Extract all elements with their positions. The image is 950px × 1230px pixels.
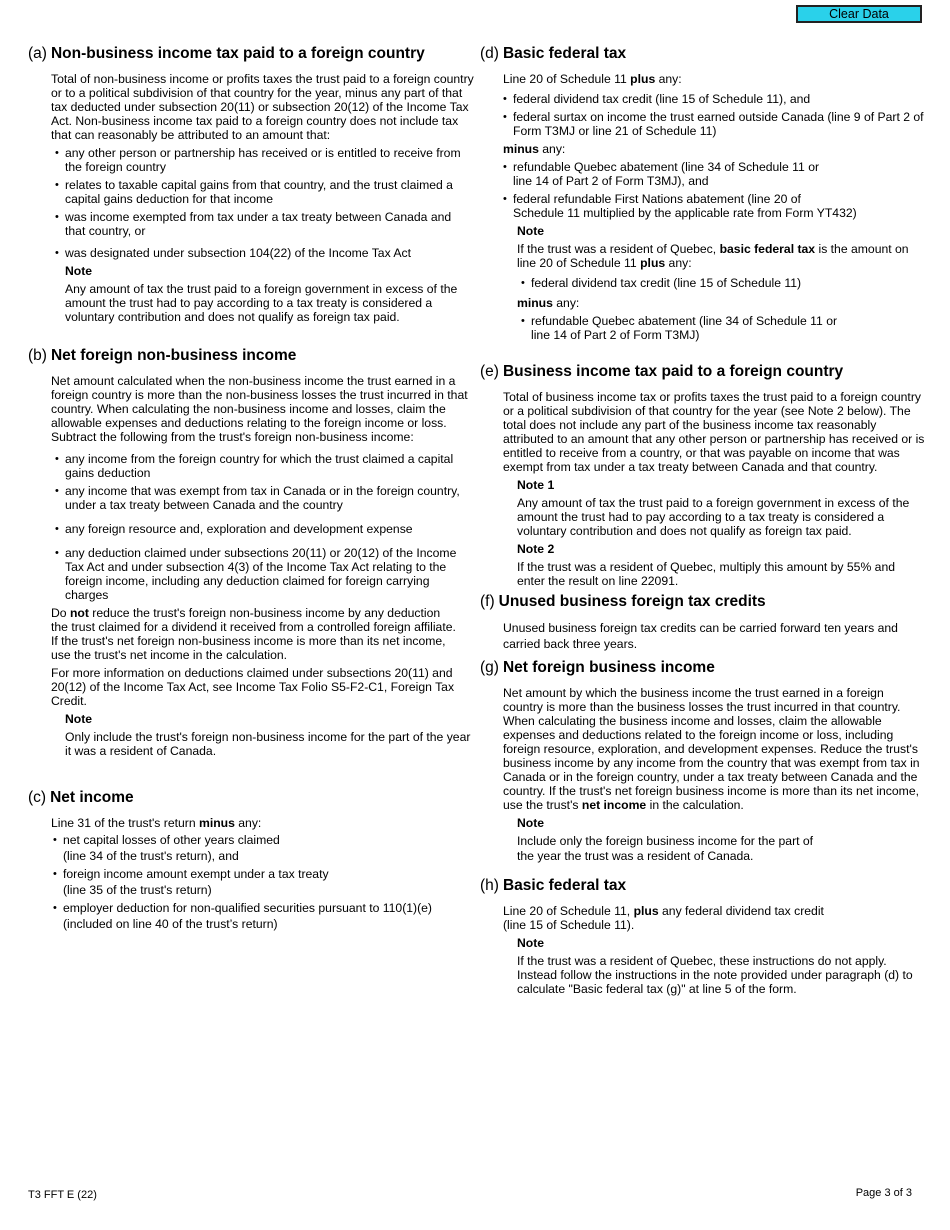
- section-a-heading: (a) Non-business income tax paid to a foreign country: [28, 45, 425, 62]
- list-item: • foreign income amount exempt under a tax treaty (line 35 of the trust's return): [53, 866, 474, 898]
- section-a-note: Note Any amount of tax the trust paid to a foreign government in excess of the amount the trust had to pay according to a tax treaty is considered a voluntary contribution and does not qualify as foreign tax paid.: [65, 264, 458, 324]
- section-b-heading: (b) Net foreign non-business income: [28, 347, 297, 364]
- section-d-note-minus-list: [521, 314, 926, 342]
- section-b-paragraph-2: Do not reduce the trust's foreign non-business income by any deduction the trust claimed for a dividend it received from a controlled foreign affiliate. If the trust's net foreign non-business income is more than its net income, use the trust's net income in the calculation.: [51, 606, 456, 662]
- list-item: • any income that was exempt from tax in Canada or in the foreign country, under a tax treaty between Canada and the country: [55, 484, 474, 512]
- form-id: T3 FFT E (22): [28, 1189, 97, 1201]
- section-e-note-1: Note 1 Any amount of tax the trust paid to a foreign government in excess of the amount the trust had to pay according to a tax treaty is considered a voluntary contribution and does not qualify as foreign tax paid.: [517, 478, 910, 538]
- left-column: [28, 44, 474, 936]
- section-d-minus-list: [503, 160, 926, 220]
- list-item: • was income exempted from tax under a tax treaty between Canada and that country, or: [55, 210, 474, 238]
- section-b-paragraph-3: For more information on deductions claimed under subsections 20(11) and 20(12) of the Income Tax Act, see Income Tax Folio S5-F2-C1, Foreign Tax Credit.: [51, 666, 455, 708]
- section-g-note: Note Include only the foreign business income for the part of the year the trust was a resident of Canada.: [517, 816, 814, 863]
- section-d: [480, 44, 926, 342]
- section-a: [28, 44, 474, 324]
- section-e: [480, 362, 926, 588]
- section-c-heading: (c) Net income: [28, 789, 134, 806]
- list-item: • any deduction claimed under subsections 20(11) or 20(12) of the Income Tax Act and under subsection 4(3) of the Income Tax Act relating to the foreign income, including any deduction claimed for foreign carrying charges: [55, 546, 474, 602]
- section-d-heading: (d) Basic federal tax: [480, 45, 627, 62]
- section-d-note-plus-list: [521, 276, 926, 290]
- right-column: [480, 44, 926, 996]
- list-item: • refundable Quebec abatement (line 34 of Schedule 11 or line 14 of Part 2 of Form T3MJ): [521, 314, 926, 342]
- list-item: • federal refundable First Nations abatement (line 20 of Schedule 11 multiplied by the applicable rate from Form YT432): [503, 192, 926, 220]
- list-item: • any income from the foreign country for which the trust claimed a capital gains deduction: [55, 452, 474, 480]
- list-item: • any foreign resource and, exploration and development expense: [55, 522, 474, 536]
- section-b: [28, 346, 474, 758]
- list-item: • was designated under subsection 104(22) of the Income Tax Act: [55, 246, 474, 260]
- page-number: Page 3 of 3: [855, 1187, 912, 1199]
- section-f-heading: (f) Unused business foreign tax credits: [480, 593, 766, 610]
- section-f-text: Unused business foreign tax credits can be carried forward ten years and carried back three years.: [503, 621, 898, 651]
- section-c: [28, 788, 474, 932]
- section-e-heading: (e) Business income tax paid to a foreign country: [480, 363, 844, 380]
- section-h: [480, 876, 926, 996]
- section-h-note: Note If the trust was a resident of Quebec, these instructions do not apply. Instead follow the instructions in the note provided under paragraph (d) to calculate "Basic federal tax (g)" at line 5 of the form.: [517, 936, 913, 996]
- section-g-heading: (g) Net foreign business income: [480, 659, 715, 676]
- section-a-list: [55, 146, 474, 260]
- section-d-plus-list: [503, 92, 926, 138]
- section-f: [480, 592, 926, 652]
- section-a-intro: Total of non-business income or profits taxes the trust paid to a foreign country or to a political subdivision of that country for the year, minus any part of that tax deducted under subsection 20(11) or subsection 20(12) of the Income Tax Act. Non-business income tax paid to a foreign country does not include tax that can reasonably be attributed to an amount that:: [51, 72, 474, 142]
- section-b-note: Note Only include the trust's foreign non-business income for the part of the year it was a resident of Canada.: [65, 712, 471, 758]
- list-item: • federal dividend tax credit (line 15 of Schedule 11): [521, 276, 926, 290]
- section-d-minus-label: minus any:: [503, 142, 566, 156]
- list-item: • federal dividend tax credit (line 15 of Schedule 11), and: [503, 92, 926, 106]
- list-item: • federal surtax on income the trust earned outside Canada (line 9 of Part 2 of Form T3MJ or line 21 of Schedule 11): [503, 110, 930, 138]
- section-c-intro: Line 31 of the trust's return minus any:: [51, 816, 262, 830]
- list-item: • refundable Quebec abatement (line 34 of Schedule 11 or line 14 of Part 2 of Form T3MJ), and: [503, 160, 926, 188]
- section-d-note: Note If the trust was a resident of Quebec, basic federal tax is the amount on line 20 of Schedule 11 plus any: • federal dividend tax credit (line 15 of Schedule 11) minus any: • refundable Quebec abatement (line 34 of Schedule 11 or line 14 of Part 2 of Form T3MJ): [517, 224, 926, 342]
- section-b-intro: Net amount calculated when the non-business income the trust earned in a foreign country is more than the non-business losses the trust incurred in that country. When calculating the non-business income and losses, claim the allowable expenses and deductions relating to the foreign income or loss. Subtract the following from the trust's foreign non-business income:: [51, 374, 468, 444]
- list-item: • any other person or partnership has received or is entitled to receive from the foreign country: [55, 146, 474, 174]
- section-g: [480, 658, 926, 864]
- section-h-intro: Line 20 of Schedule 11, plus any federal dividend tax credit (line 15 of Schedule 11).: [503, 904, 824, 932]
- list-item: • relates to taxable capital gains from that country, and the trust claimed a capital gains deduction for that income: [55, 178, 474, 206]
- section-c-list: [53, 832, 474, 932]
- section-b-list: [55, 452, 474, 602]
- list-item: • employer deduction for non-qualified securities pursuant to 110(1)(e) (included on line 40 of the trust’s return): [53, 900, 474, 932]
- clear-data-button[interactable]: Clear Data: [796, 5, 922, 23]
- section-g-intro: Net amount by which the business income the trust earned in a foreign country is more than the business losses the trust incurred in that country. When calculating the business income and losses, claim the allowable expenses and deductions related to the foreign income or loss, including foreign resource, exploration, and development expenses. Reduce the trust's business income by any income from the country that was exempt from tax in Canada or in the foreign country, under a tax treaty between Canada and the country. If the trust's net foreign business income is more than its net income, use the trust's net income in the calculation.: [503, 686, 920, 812]
- section-e-intro: Total of business income tax or profits taxes the trust paid to a foreign country or a political subdivision of that country for the year (see Note 2 below). The total does not include any part of the business income tax reasonably attributed to an amount that any other person or partnership has received or is entitled to receive from a country, or that was payable on income that was exempt from tax under a tax treaty between Canada and that country.: [503, 390, 925, 474]
- section-h-heading: (h) Basic federal tax: [480, 877, 627, 894]
- section-d-intro: Line 20 of Schedule 11 plus any:: [503, 72, 682, 86]
- section-e-note-2: Note 2 If the trust was a resident of Quebec, multiply this amount by 55% and enter the result on line 22091.: [517, 542, 896, 588]
- list-item: • net capital losses of other years claimed (line 34 of the trust's return), and: [53, 832, 474, 864]
